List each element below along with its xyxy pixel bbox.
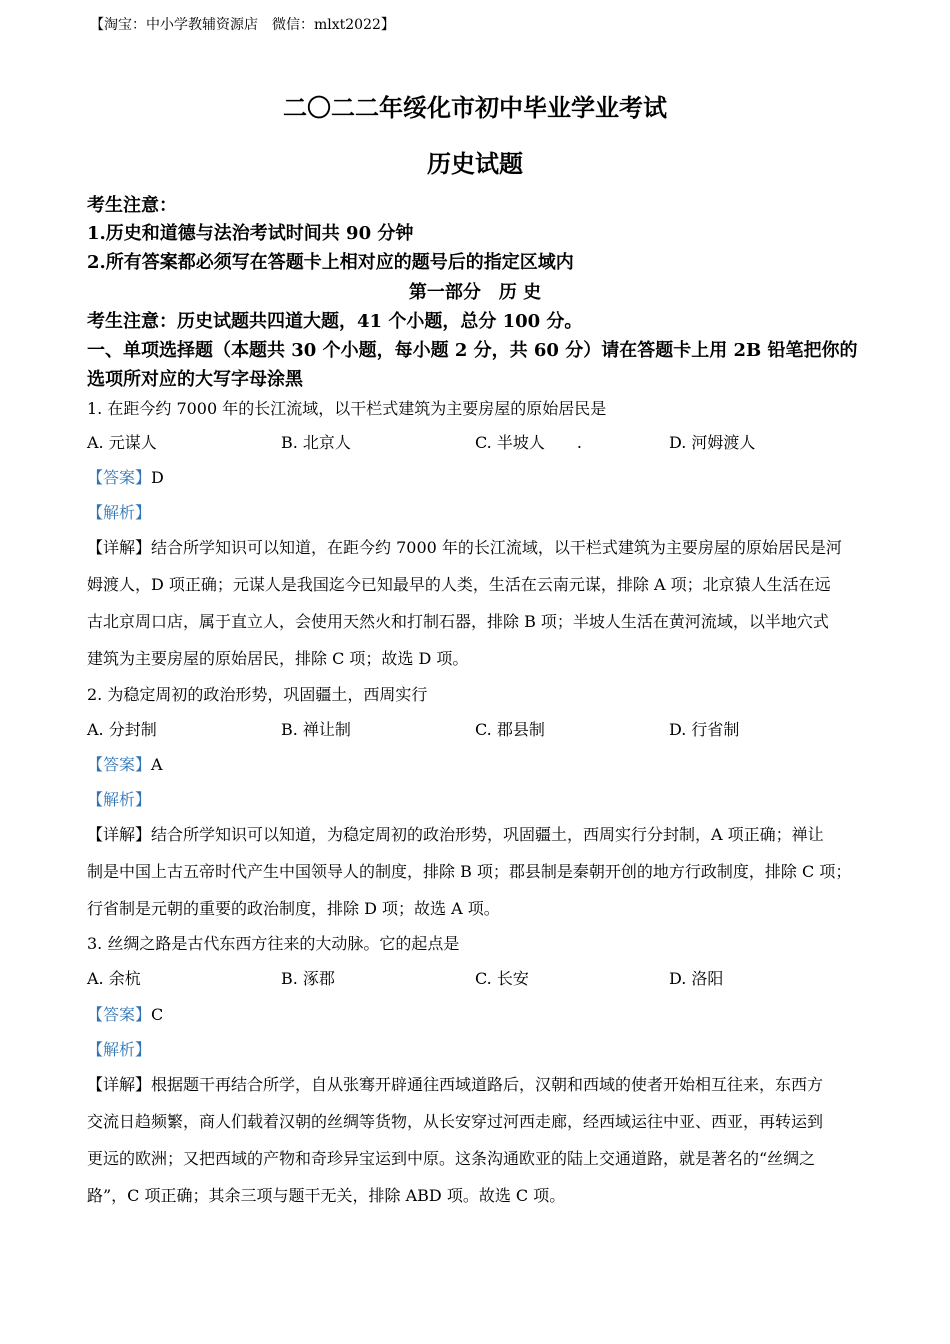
answer-value: D — [151, 468, 164, 487]
question-2-detail-line-1: 【详解】结合所学知识可以知道，为稳定周初的政治形势，巩固疆土，西周实行分封制，A 项正确；禅让 — [87, 825, 824, 844]
question-1-option-d: D. 河姆渡人 — [669, 433, 756, 452]
answer-label: 【答案】 — [87, 755, 152, 774]
notice-line-1: 1.历史和道德与法治考试时间共 90 分钟 — [87, 223, 414, 244]
section-title-line-2: 选项所对应的大写字母涂黑 — [87, 369, 303, 390]
section-title-line-1: 一、单项选择题（本题共 30 个小题，每小题 2 分，共 60 分）请在答题卡上用 2B 铅笔把你的 — [87, 340, 858, 361]
answer-value: C — [151, 1005, 164, 1024]
question-3-detail-line-2: 交流日趋频繁，商人们载着汉朝的丝绸等货物，从长安穿过河西走廊，经西域运往中亚、西亚，再转运到 — [87, 1112, 824, 1131]
question-1-analysis-label: 【解析】 — [87, 503, 152, 522]
question-3-analysis-label: 【解析】 — [87, 1040, 152, 1059]
answer-label: 【答案】 — [87, 468, 152, 487]
question-3-option-d: D. 洛阳 — [669, 969, 724, 988]
part-title: 第一部分 历 史 — [408, 282, 542, 303]
notice-label: 考生注意： — [87, 195, 177, 216]
detail-label: 【详解】 — [87, 538, 152, 557]
question-3-detail-line-4: 路”，C 项正确；其余三项与题干无关，排除 ABD 项。故选 C 项。 — [87, 1186, 566, 1205]
question-3-detail-line-3: 更远的欧洲；又把西域的产物和奇珍异宝运到中原。这条沟通欧亚的陆上交通道路，就是著名的“丝绸之 — [87, 1149, 816, 1168]
detail-label: 【详解】 — [87, 1075, 152, 1094]
notice-line-2: 2.所有答案都必须写在答题卡上相对应的题号后的指定区域内 — [87, 252, 574, 273]
question-3-answer — [87, 1002, 163, 1025]
question-2-detail-line-2: 制是中国上古五帝时代产生中国领导人的制度，排除 B 项；郡县制是秦朝开创的地方行政制度，排除 C 项； — [87, 862, 852, 881]
question-1-option-b: B. 北京人 — [281, 433, 351, 452]
answer-label: 【答案】 — [87, 1005, 152, 1024]
question-1-detail-line-3: 古北京周口店，属于直立人，会使用天然火和打制石器，排除 B 项；半坡人生活在黄河流域，以半地穴式 — [87, 612, 829, 631]
question-1-answer — [87, 465, 164, 488]
question-2-stem: 2. 为稳定周初的政治形势，巩固疆土，西周实行 — [87, 685, 428, 704]
exam-subtitle: 历史试题 — [427, 149, 523, 178]
question-1-stem: 1. 在距今约 7000 年的长江流域，以干栏式建筑为主要房屋的原始居民是 — [87, 399, 607, 418]
question-1-detail-line-2: 姆渡人，D 项正确；元谋人是我国迄今已知最早的人类，生活在云南元谋，排除 A 项；北京猿人生活在远 — [87, 575, 831, 594]
question-3-option-a: A. 余杭 — [87, 969, 141, 988]
question-2-answer — [87, 752, 163, 775]
question-1-option-c: C. 半坡人 . — [475, 433, 582, 452]
question-2-analysis-label: 【解析】 — [87, 790, 152, 809]
question-3-option-c: C. 长安 — [475, 969, 529, 988]
exam-title: 二〇二二年绥化市初中毕业学业考试 — [283, 93, 667, 122]
page-header: 【淘宝：中小学教辅资源店 微信：mlxt2022】 — [90, 17, 395, 33]
question-2-option-d: D. 行省制 — [669, 720, 740, 739]
question-3-detail-line-1: 【详解】根据题干再结合所学，自从张骞开辟通往西域道路后，汉朝和西域的使者开始相互往来，东西方 — [87, 1075, 824, 1094]
question-1-detail-line-1: 【详解】结合所学知识可以知道，在距今约 7000 年的长江流域，以干栏式建筑为主要房屋的原始居民是河 — [87, 538, 842, 557]
detail-label: 【详解】 — [87, 825, 152, 844]
question-2-detail-line-3: 行省制是元朝的重要的政治制度，排除 D 项；故选 A 项。 — [87, 899, 500, 918]
question-2-option-b: B. 禅让制 — [281, 720, 351, 739]
question-1-detail-line-4: 建筑为主要房屋的原始居民，排除 C 项；故选 D 项。 — [87, 649, 469, 668]
question-2-option-a: A. 分封制 — [87, 720, 157, 739]
question-1-option-a: A. 元谋人 — [87, 433, 157, 452]
question-3-stem: 3. 丝绸之路是古代东西方往来的大动脉。它的起点是 — [87, 934, 460, 953]
question-2-option-c: C. 郡县制 — [475, 720, 545, 739]
answer-value: A — [151, 755, 163, 774]
part-notice: 考生注意：历史试题共四道大题，41 个小题，总分 100 分。 — [87, 311, 583, 332]
question-3-option-b: B. 涿郡 — [281, 969, 335, 988]
